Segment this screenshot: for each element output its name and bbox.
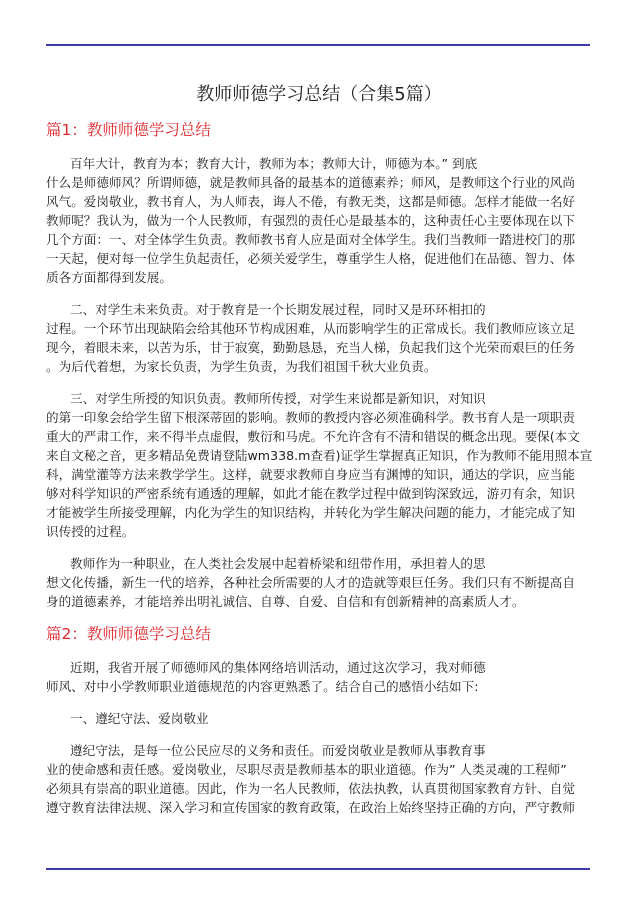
paragraph-line: 识传授的过程。	[46, 524, 135, 539]
paragraph	[46, 154, 592, 287]
document-title: 教师师德学习总结（合集5篇）	[196, 84, 442, 105]
paragraph-line: 业的使命感和责任感。爱岗敬业，尽职尽责是教师基本的职业道德。作为” 人类灵魂的工程师”	[46, 762, 567, 777]
paragraph-line: 的第一印象会给学生留下根深蒂固的影响。教师的教授内容必须准确科学。教书育人是一项职责	[46, 410, 575, 425]
paragraph-line: 才能被学生所接受理解，内化为学生的知识结构，并转化为学生解决问题的能力，才能完成了知	[46, 505, 575, 520]
paragraph-line: 教师呢？我认为，做为一个人民教师，有强烈的责任心是最基本的，这种责任心主要体现在以下	[46, 213, 575, 228]
bottom-divider	[46, 868, 590, 870]
section-heading: 篇1：教师师德学习总结	[46, 121, 211, 139]
paragraph	[46, 554, 592, 611]
paragraph-line: 什么是师德师风？所谓师德，就是教师具备的最基本的道德素养；师风，是教师这个行业的风尚	[46, 175, 575, 190]
paragraph-line: 三、对学生所授的知识负责。教师所传授，对学生来说都是新知识，对知识	[70, 391, 486, 406]
paragraph-line: 遵纪守法，是每一位公民应尽的义务和责任。而爱岗敬业是教师从事教育事	[70, 743, 486, 758]
paragraph	[46, 300, 592, 376]
paragraph-line: 一、遵纪守法、爱岗敬业	[70, 711, 209, 726]
paragraph-line: 重大的严肃工作，来不得半点虚假，敷衍和马虎。不允许含有不清和错误的概念出现。要保(本文	[46, 429, 580, 444]
document-body	[46, 83, 592, 817]
paragraph	[46, 709, 592, 728]
paragraph-line: 身的道德素养，才能培养出明礼诚信、自尊、自爱、自信和有创新精神的高素质人才。	[46, 594, 525, 609]
paragraph-line: 二、对学生未来负责。对于教育是一个长期发展过程，同时又是环环相扣的	[70, 302, 486, 317]
paragraph-line: 够对科学知识的严密系统有通透的理解，如此才能在教学过程中做到钩深致远，游刃有余，知识	[46, 486, 575, 501]
paragraph-line: 风气。爱岗敬业，教书育人，为人师表，诲人不倦，有教无类，这都是师德。怎样才能做一名好	[46, 194, 575, 209]
paragraph-line: 教师作为一种职业，在人类社会发展中起着桥梁和纽带作用，承担着人的思	[70, 556, 486, 571]
paragraph-line: 想文化传播，新生一代的培养，各种社会所需要的人才的造就等艰巨任务。我们只有不断提高自	[46, 575, 575, 590]
paragraph-line: 科，满堂灌等方法来教学学生。这样，就要求教师自身应当有渊博的知识，通达的学识，应当能	[46, 467, 575, 482]
paragraph-line: 遵守教育法律法规、深入学习和宣传国家的教育政策，在政治上始终坚持正确的方向，严守教师	[46, 800, 575, 815]
paragraph-line: 来自文秘之音，更多精品免费请登陆wm338.m查看)证学生掌握真正知识，作为教师不能用照本宣	[46, 448, 593, 463]
paragraph	[46, 741, 592, 817]
paragraph-line: 师风、对中小学教师职业道德规范的内容更熟悉了。结合自己的感悟小结如下:	[46, 679, 479, 694]
paragraph	[46, 389, 592, 541]
paragraph-line: 现今，着眼未来，以苦为乐，甘于寂寞，勤勤恳恳，充当人梯，负起我们这个光荣而艰巨的任务	[46, 340, 575, 355]
top-divider	[46, 44, 590, 46]
paragraph-line: 百年大计，教育为本；教育大计，教师为本；教师大计，师德为本。” 到底	[70, 156, 478, 171]
paragraph-line: 几个方面：一、对全体学生负责。教师教书育人应是面对全体学生。我们当教师一踏进校门的那	[46, 232, 575, 247]
paragraph	[46, 658, 592, 696]
section-heading: 篇2：教师师德学习总结	[46, 625, 211, 643]
paragraph-line: 近期，我省开展了师德师风的集体网络培训活动，通过这次学习，我对师德	[70, 660, 486, 675]
paragraph-line: 质各方面都得到发展。	[46, 270, 172, 285]
paragraph-line: 必须具有崇高的职业道德。因此，作为一名人民教师，依法执教，认真贯彻国家教育方针、自觉	[46, 781, 575, 796]
paragraph-line: 。为后代着想，为家长负责，为学生负责，为我们祖国千秋大业负责。	[46, 359, 437, 374]
paragraph-line: 过程。一个环节出现缺陷会给其他环节构成困难，从而影响学生的正常成长。我们教师应该立足	[46, 321, 575, 336]
paragraph-line: 一天起，便对每一位学生负起责任，必须关爱学生，尊重学生人格，促进他们在品德、智力、体	[46, 251, 575, 266]
